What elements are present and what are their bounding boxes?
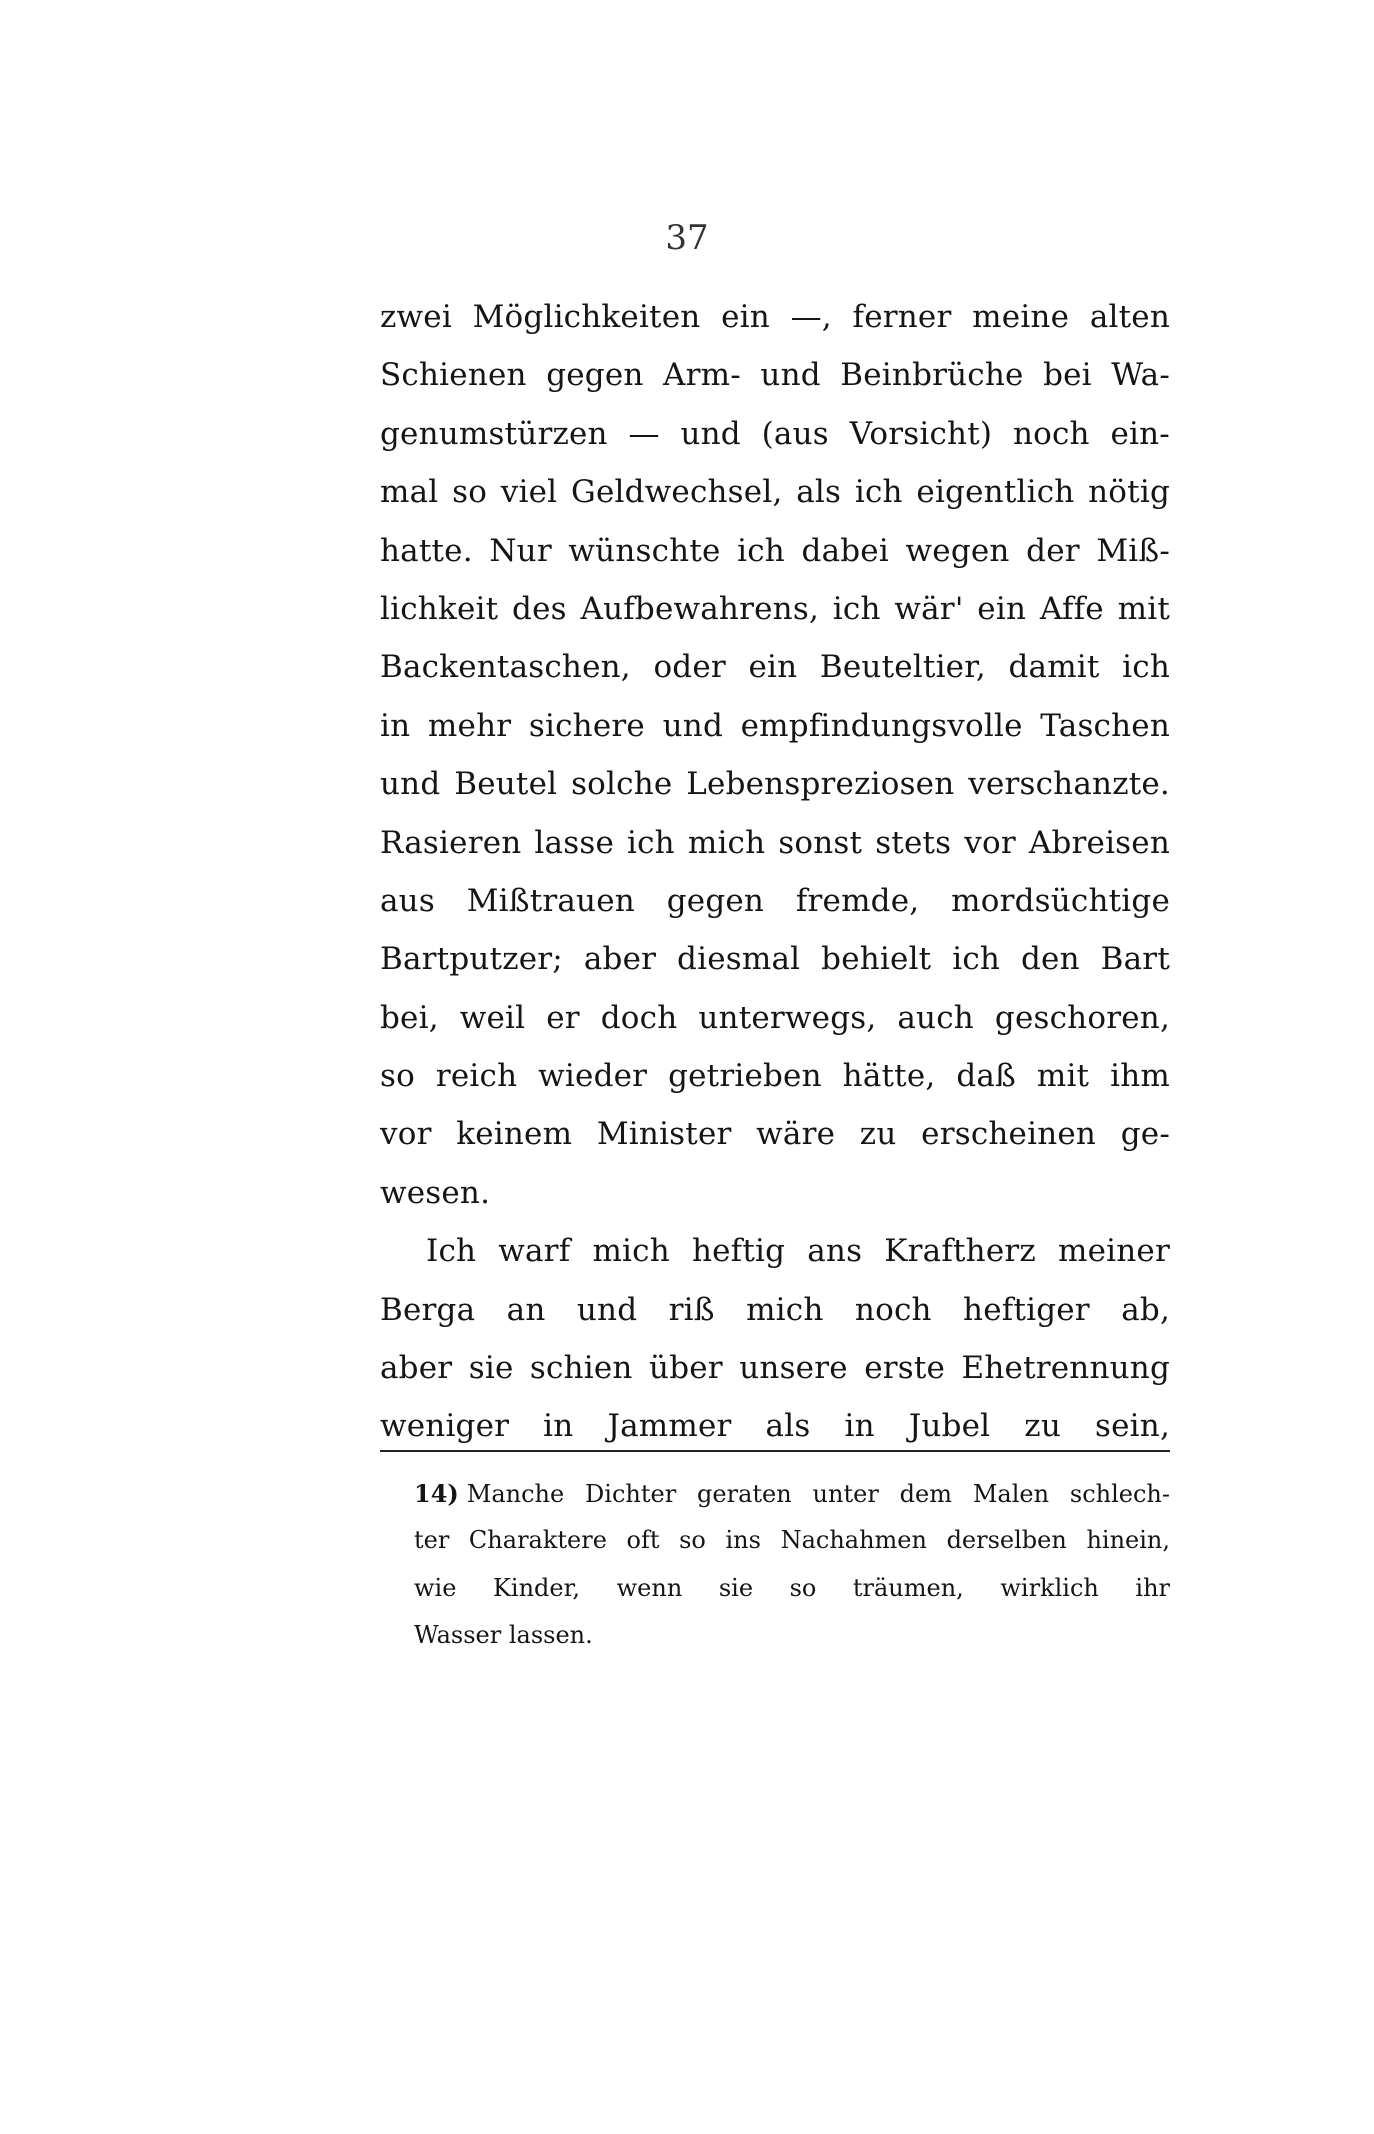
body-line: Ich warf mich heftig ans Kraftherz meiner — [426, 1233, 1170, 1270]
body-line: mal so viel Geldwechsel, als ich eigentlich nötig — [380, 474, 1170, 511]
body-line: bei, weil er doch unterwegs, auch geschoren, — [380, 999, 1170, 1036]
body-line: Backentaschen, oder ein Beuteltier, damit ich — [380, 649, 1170, 686]
body-line: zwei Möglichkeiten ein —, ferner meine alten — [380, 299, 1170, 335]
body-line: genumstürzen — und (aus Vorsicht) noch ein- — [380, 415, 1170, 452]
body-line: lichkeit des Aufbewahrens, ich wär' ein Affe mit — [380, 590, 1170, 627]
body-line: vor keinem Minister wäre zu erscheinen ge- — [380, 1116, 1170, 1153]
page-number: 37 — [665, 218, 709, 258]
body-line: und Beutel solche Lebenspreziosen verschanzte. — [380, 766, 1170, 803]
body-line: in mehr sichere und empfindungsvolle Taschen — [380, 707, 1170, 744]
body-line: wesen. — [380, 1174, 491, 1211]
footnote-line-text: Manche Dichter geraten unter dem Malen schlech- — [466, 1480, 1170, 1508]
footnote-line: wie Kinder, wenn sie so träumen, wirklich ihr — [414, 1573, 1170, 1602]
body-line: Bartputzer; aber diesmal behielt ich den Bart — [380, 941, 1170, 978]
footnote — [414, 1470, 1170, 1659]
body-line: Schienen gegen Arm- und Beinbrüche bei Wa- — [380, 357, 1170, 394]
body-line: Rasieren lasse ich mich sonst stets vor Abreisen — [380, 824, 1170, 861]
footnote-marker: 14) — [414, 1479, 459, 1508]
body-line: hatte. Nur wünschte ich dabei wegen der Miß- — [380, 532, 1170, 569]
footnote-line — [414, 1470, 1170, 1517]
body-line: weniger in Jammer als in Jubel zu sein, — [380, 1408, 1170, 1445]
footnote-line: Wasser lassen. — [414, 1620, 593, 1649]
body-line: Berga an und riß mich noch heftiger ab, — [380, 1291, 1170, 1328]
body-text — [380, 288, 1170, 1456]
footnote-divider — [380, 1450, 1170, 1452]
body-line: aber sie schien über unsere erste Ehetrennung — [380, 1350, 1170, 1387]
footnote-line: ter Charaktere oft so ins Nachahmen derselben hinein, — [414, 1526, 1170, 1555]
body-line: aus Mißtrauen gegen fremde, mordsüchtige — [380, 882, 1170, 919]
body-line: so reich wieder getrieben hätte, daß mit ihm — [380, 1058, 1170, 1095]
